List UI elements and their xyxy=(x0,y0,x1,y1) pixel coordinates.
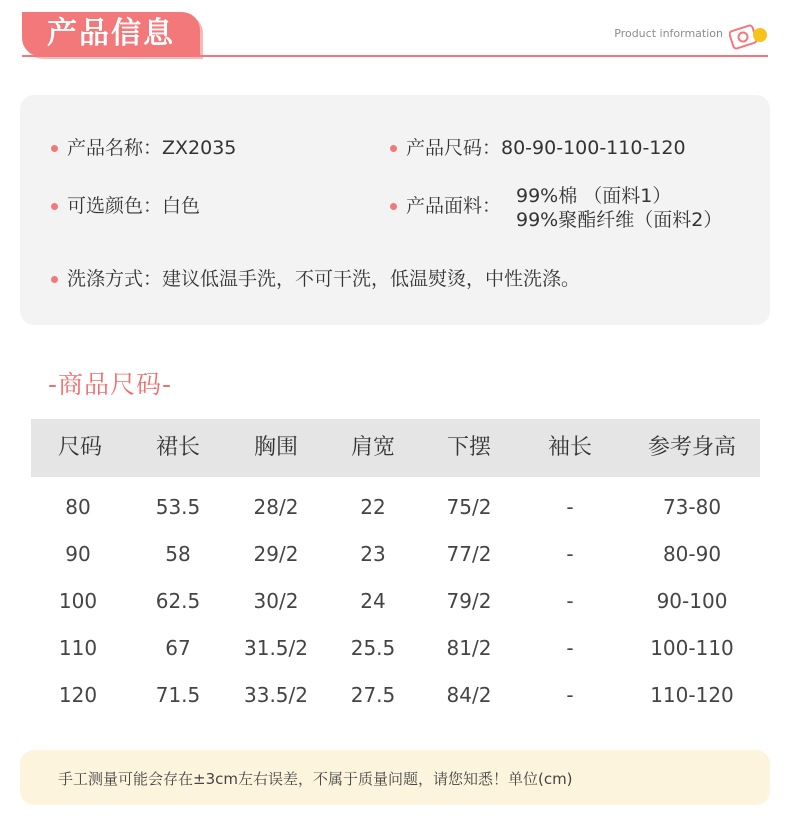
header-cell: 胸围 xyxy=(253,435,298,460)
table-cell: 110 xyxy=(58,636,98,660)
table-cell: 62.5 xyxy=(155,589,201,613)
header-divider xyxy=(22,55,768,57)
table-cell: 33.5/2 xyxy=(244,683,308,707)
header-cell: 尺码 xyxy=(57,435,102,460)
table-cell: 90-100 xyxy=(656,589,728,613)
bullet-dot xyxy=(390,145,397,152)
camera-flower-icon xyxy=(729,21,771,51)
measurement-note-text: 手工测量可能会存在±3cm左右误差，不属于质量问题，请您知悉！单位(cm) xyxy=(58,770,573,788)
table-cell: 77/2 xyxy=(446,542,492,566)
table-cell: 100 xyxy=(58,589,98,613)
table-cell: 84/2 xyxy=(446,683,492,707)
table-cell: 58 xyxy=(165,542,191,566)
header-subtitle: Product information xyxy=(614,27,723,40)
table-cell: 110-120 xyxy=(650,683,734,707)
table-cell: - xyxy=(566,683,574,707)
fabric-line-2: 99%聚酯纤维（面料2） xyxy=(516,209,723,231)
table-cell: 80-90 xyxy=(662,542,722,566)
table-cell: 24 xyxy=(360,589,386,613)
table-cell: 25.5 xyxy=(350,636,396,660)
table-cell: 100-110 xyxy=(650,636,734,660)
table-cell: 71.5 xyxy=(155,683,201,707)
product-fabric-label: 产品面料： xyxy=(406,195,502,217)
table-cell: 31.5/2 xyxy=(244,636,308,660)
table-cell: 90 xyxy=(65,542,91,566)
table-cell: 73-80 xyxy=(662,495,722,519)
table-cell: - xyxy=(566,589,574,613)
table-cell: 67 xyxy=(165,636,191,660)
table-cell: - xyxy=(566,495,574,519)
table-cell: 23 xyxy=(360,542,386,566)
bullet-dot xyxy=(51,145,58,152)
table-cell: 22 xyxy=(360,495,386,519)
header-cell: 下摆 xyxy=(446,435,491,460)
size-section-title: -商品尺码- xyxy=(48,370,173,399)
header-cell: 肩宽 xyxy=(350,435,395,460)
table-cell: 79/2 xyxy=(446,589,492,613)
bullet-dot xyxy=(390,203,397,210)
table-cell: 120 xyxy=(58,683,98,707)
table-cell: - xyxy=(566,542,574,566)
product-size: 产品尺码：80-90-100-110-120 xyxy=(406,137,686,159)
table-cell: 81/2 xyxy=(446,636,492,660)
bullet-dot xyxy=(51,276,58,283)
table-cell: 80 xyxy=(65,495,91,519)
table-cell: 27.5 xyxy=(350,683,396,707)
fabric-line-1: 99%棉 （面料1） xyxy=(516,185,672,207)
header-cell: 袖长 xyxy=(547,435,592,460)
page-title: 产品信息 xyxy=(47,16,175,51)
product-color: 可选颜色：白色 xyxy=(67,195,201,217)
size-table-header xyxy=(31,419,760,477)
table-cell: 29/2 xyxy=(253,542,299,566)
table-cell: 75/2 xyxy=(446,495,492,519)
bullet-dot xyxy=(51,203,58,210)
table-cell: 28/2 xyxy=(253,495,299,519)
table-cell: 53.5 xyxy=(155,495,201,519)
table-cell: - xyxy=(566,636,574,660)
product-name: 产品名称：ZX2035 xyxy=(67,137,237,159)
header-cell: 裙长 xyxy=(155,435,200,460)
wash-instructions: 洗涤方式：建议低温手洗，不可干洗，低温熨烫，中性洗涤。 xyxy=(67,268,581,290)
header-cell: 参考身高 xyxy=(647,435,736,460)
table-cell: 30/2 xyxy=(253,589,299,613)
product-fabric-values xyxy=(516,184,722,232)
